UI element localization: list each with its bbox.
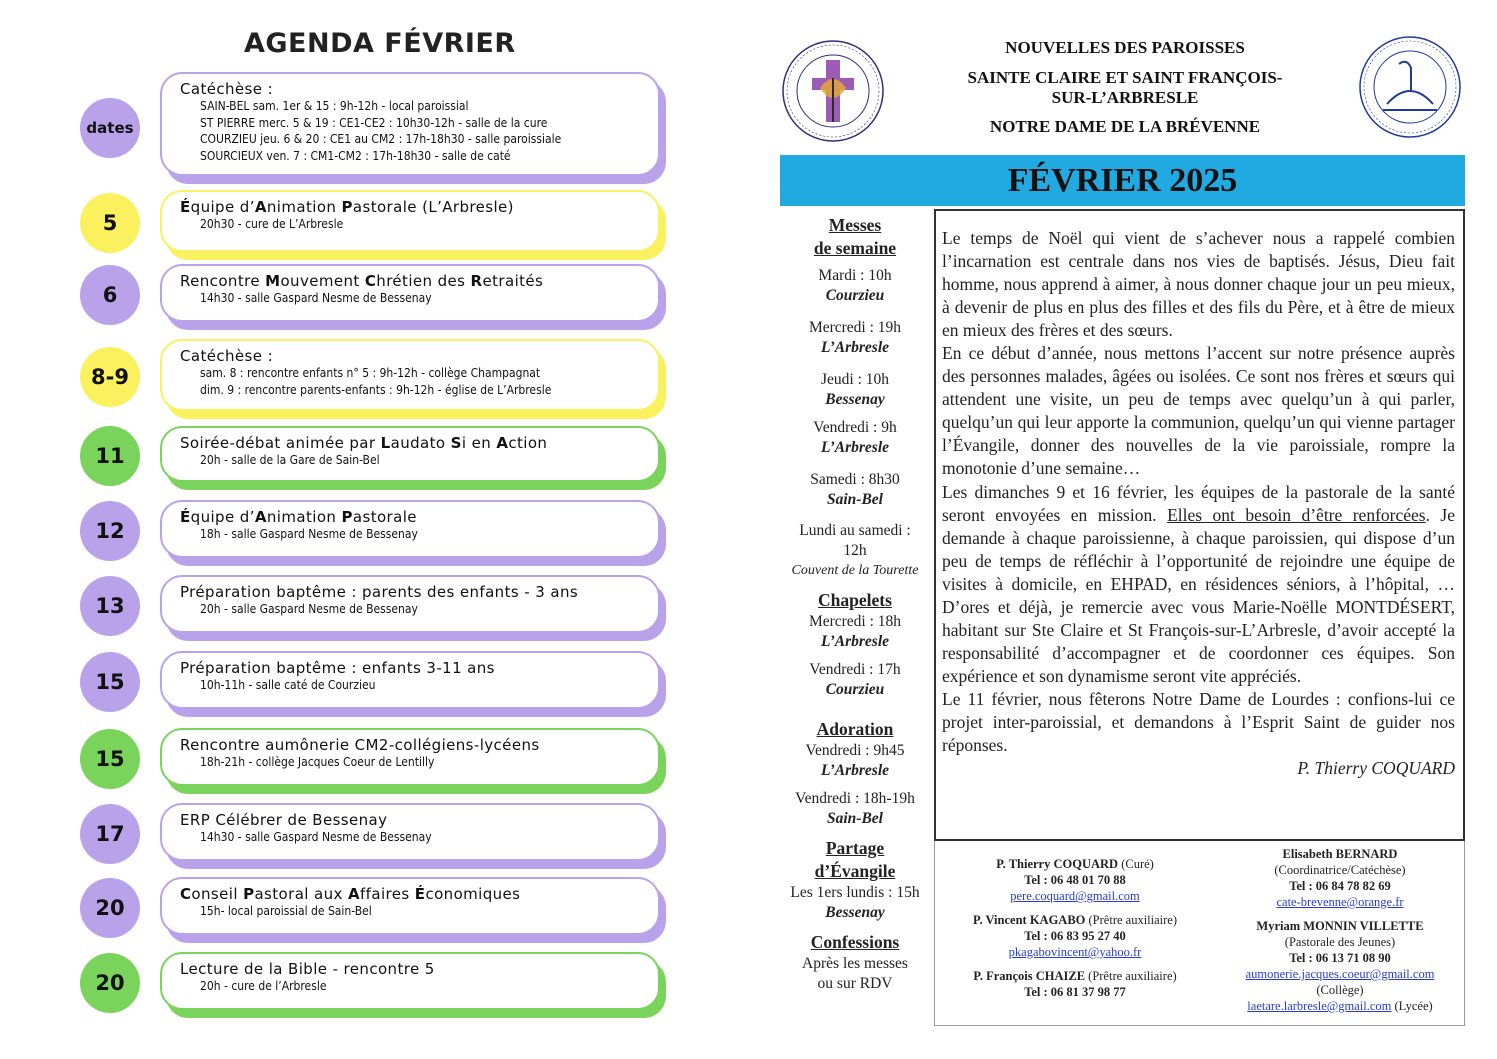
header-line-2: SAINTE CLAIRE ET SAINT FRANÇOIS- — [967, 68, 1283, 87]
agenda-row — [80, 877, 680, 945]
editorial-underlined-text: Elles ont besoin d’être renforcées — [1167, 504, 1426, 525]
editorial-signature: P. Thierry COQUARD — [1297, 758, 1455, 779]
contact-email-link[interactable]: laetare.larbresle@gmail.com — [1247, 999, 1392, 1013]
mass-place: L’Arbresle — [820, 439, 890, 456]
agenda-card — [160, 426, 660, 482]
date-badge: 20 — [80, 953, 140, 1013]
agenda-card — [160, 575, 660, 633]
event-title: Rencontre Mouvement Chrétien des Retraités — [180, 272, 544, 290]
event-detail: dim. 9 : rencontre parents-enfants : 9h-12h - église de L’Arbresle — [200, 382, 552, 397]
month-banner — [780, 155, 1465, 206]
mass-place: Courzieu — [825, 287, 885, 304]
contact-coquard — [955, 856, 1195, 904]
mass-time: Lundi au samedi : — [799, 522, 911, 539]
parish-logo-sainte-claire-icon — [780, 38, 886, 144]
agenda-row — [80, 426, 680, 492]
event-detail: SOURCIEUX ven. 7 : CM1-CM2 : 17h-18h30 - salle de caté — [200, 148, 511, 163]
contact-phone: Tel : 06 83 95 27 40 — [1024, 929, 1126, 943]
event-title: Équipe d’Animation Pastorale (L’Arbresle) — [180, 198, 514, 216]
agenda-title: AGENDA FÉVRIER — [244, 28, 516, 59]
agenda-card — [160, 500, 660, 558]
agenda-card — [160, 952, 660, 1010]
contact-phone: Tel : 06 48 01 70 88 — [1024, 873, 1126, 887]
agenda-row — [80, 575, 680, 643]
mass-place: Couvent de la Tourette — [791, 563, 919, 578]
event-detail: 18h-21h - collège Jacques Coeur de Lentilly — [200, 755, 435, 769]
contact-email-link[interactable]: pere.coquard@gmail.com — [1010, 889, 1140, 903]
agenda-row — [80, 728, 680, 796]
event-title: Catéchèse : — [180, 80, 274, 98]
contact-monnin-villette — [1215, 918, 1465, 1014]
agenda-card — [160, 72, 660, 176]
agenda-card — [160, 339, 660, 411]
editorial-text: Les dimanches 9 et 16 février, les équipes de la pastorale de la santé seront envoyées en mission. — [942, 481, 1455, 525]
contact-chaize — [935, 968, 1215, 1000]
event-detail: sam. 8 : rencontre enfants n° 5 : 9h-12h - collège Champagnat — [200, 366, 541, 380]
agenda-row — [80, 500, 680, 568]
event-detail: 10h-11h - salle caté de Courzieu — [200, 678, 376, 692]
agenda-card — [160, 803, 660, 861]
contact-name: P. Thierry COQUARD — [996, 857, 1119, 871]
event-detail: 14h30 - salle Gaspard Nesme de Bessenay — [200, 291, 432, 305]
adoration-place: Sain-Bel — [827, 810, 883, 827]
date-badge: 8-9 — [80, 347, 140, 407]
chapelet-place: Courzieu — [825, 681, 885, 698]
contact-name: Myriam MONNIN VILLETTE — [1256, 919, 1424, 933]
date-badge: 13 — [80, 576, 140, 636]
agenda-row — [80, 190, 680, 262]
event-title: Préparation baptême : enfants 3-11 ans — [180, 659, 495, 677]
date-badge: 17 — [80, 804, 140, 864]
messes-heading: Messes — [828, 215, 882, 235]
adoration-heading: Adoration — [816, 719, 894, 739]
event-detail: 20h - salle de la Gare de Sain-Bel — [200, 453, 380, 467]
event-title: Préparation baptême : parents des enfants - 3 ans — [180, 583, 579, 601]
editorial-paragraph: Le temps de Noël qui vient de s’achever nous a rappelé combien l’incarnation est centrale dans nos vies de baptisés. Jésus, Dieu fait homme, nous apprend à aimer, à nous donner chaque jour un peu mieux, à devenir de plus en plus des filles et des fils du Père, et à être de mieux en mieux des frères et des sœurs. — [942, 228, 1455, 341]
agenda-card — [160, 877, 660, 935]
editorial-text: . Je demande à chaque paroissienne, à chaque paroissien, qui dispose d’un peu de temps de réfléchir à l’opportunité de rejoindre une équipe de visites à domicile, en EHPAD, en résidences séniors, à l’hôpital, … D’ores et déjà, je remercie avec vous Marie-Noëlle MONTDÉSERT, habitant sur Ste Claire et St François-sur-L’Arbresle, d’avoir accepté la responsabilité d’accompagner et de coordonner ces équipes. Son expérience et son dynamisme seront vite appréciés. — [942, 504, 1456, 686]
event-detail: COURZIEU jeu. 6 & 20 : CE1 au CM2 : 17h-18h30 - salle paroissiale — [200, 132, 562, 146]
contact-name: P. François CHAIZE — [973, 969, 1086, 983]
mass-place: L’Arbresle — [820, 339, 890, 356]
mass-time: 12h — [843, 542, 867, 559]
adoration-time: Vendredi : 9h45 — [805, 742, 905, 759]
adoration-place: L’Arbresle — [820, 762, 890, 779]
mass-time: Jeudi : 10h — [820, 371, 890, 388]
contact-name: P. Vincent KAGABO — [972, 913, 1086, 927]
date-badge: 20 — [80, 878, 140, 938]
contact-email-note: (Lycée) — [1394, 999, 1433, 1013]
event-title: Catéchèse : — [180, 347, 274, 365]
event-detail: 20h - salle Gaspard Nesme de Bessenay — [200, 602, 418, 616]
editorial-paragraph — [942, 481, 1455, 688]
contact-email-link[interactable]: aumonerie.jacques.coeur@gmail.com — [1245, 967, 1435, 981]
header-line-1: NOUVELLES DES PAROISSES — [1005, 38, 1245, 57]
agenda-card — [160, 190, 660, 252]
mass-place: Sain-Bel — [827, 491, 883, 508]
agenda-card — [160, 728, 660, 786]
contacts-box — [934, 841, 1465, 1026]
event-title: Rencontre aumônerie CM2-collégiens-lycéens — [180, 736, 540, 754]
contact-role: (Coordinatrice/Catéchèse) — [1274, 863, 1406, 877]
editorial-paragraph: En ce début d’année, nous mettons l’accent sur notre présence auprès des personnes malades, âgées ou isolées. Ce sont nos frères et sœurs qui attendent une visite, un peu de temps avec quelqu’un à qui parler, quelqu’un qui leur apporte la communion, quelqu’un qui vienne partager l’Évangile, donner des nouvelles de la vie paroissiale, rompre la monotonie d’une semaine… — [942, 343, 1455, 479]
date-badge: 5 — [80, 193, 140, 253]
contact-email-link[interactable]: pkagabovincent@yahoo.fr — [1008, 945, 1142, 959]
event-detail: 14h30 - salle Gaspard Nesme de Bessenay — [200, 830, 432, 844]
messes-heading-2: de semaine — [813, 238, 897, 258]
agenda-row — [80, 339, 680, 421]
mass-time: Samedi : 8h30 — [810, 471, 900, 488]
event-title: Lecture de la Bible - rencontre 5 — [180, 960, 435, 978]
date-badge: 11 — [80, 426, 140, 486]
partage-heading: Partage — [825, 838, 885, 858]
mass-time: Mardi : 10h — [818, 267, 892, 284]
date-badge: 12 — [80, 501, 140, 561]
contact-role: (Prêtre auxiliaire) — [1088, 913, 1178, 927]
chapelet-place: L’Arbresle — [820, 633, 890, 650]
date-badge: 15 — [80, 652, 140, 712]
contact-phone: Tel : 06 81 37 98 77 — [1024, 985, 1126, 999]
contact-phone: Tel : 06 84 78 82 69 — [1289, 879, 1391, 893]
event-title: Équipe d’Animation Pastorale — [180, 508, 417, 526]
contact-role: (Prêtre auxiliaire) — [1088, 969, 1177, 983]
agenda-row — [80, 803, 680, 871]
confessions-info-2: ou sur RDV — [817, 975, 893, 992]
contact-email-note: (Collège) — [1316, 983, 1364, 997]
mass-place: Bessenay — [825, 391, 885, 408]
chapelets-heading: Chapelets — [818, 590, 892, 610]
contact-phone: Tel : 06 13 71 08 90 — [1289, 951, 1391, 965]
agenda-row — [80, 651, 680, 719]
chapelet-time: Mercredi : 18h — [808, 613, 902, 630]
confessions-info: Après les messes — [802, 955, 908, 972]
agenda-card — [160, 264, 660, 322]
contact-email-link[interactable]: cate-brevenne@orange.fr — [1276, 895, 1404, 909]
event-detail: 20h30 - cure de L’Arbresle — [200, 217, 344, 231]
agenda-row — [80, 264, 680, 332]
agenda-card — [160, 651, 660, 709]
partage-time: Les 1ers lundis : 15h — [790, 884, 920, 901]
date-badge: dates — [80, 98, 140, 158]
contact-name: Elisabeth BERNARD — [1282, 847, 1398, 861]
header-line-4: NOTRE DAME DE LA BRÉVENNE — [989, 117, 1261, 136]
chapelet-time: Vendredi : 17h — [809, 661, 901, 678]
editorial-paragraph: Le 11 février, nous fêterons Notre Dame de Lourdes : confions-lui ce projet inter-paroissial, et demandons à l’Esprit Saint de guider nos réponses. — [942, 688, 1455, 756]
confessions-heading: Confessions — [810, 932, 900, 952]
editorial-box — [934, 209, 1465, 841]
month-title: FÉVRIER 2025 — [1007, 161, 1238, 199]
event-title: Conseil Pastoral aux Affaires Économiques — [180, 885, 521, 903]
agenda-row — [80, 72, 680, 186]
date-badge: 6 — [80, 265, 140, 325]
contact-bernard — [1215, 846, 1465, 910]
mass-time: Vendredi : 9h — [813, 419, 897, 436]
contact-role: (Pastorale des Jeunes) — [1284, 935, 1396, 949]
schedule-column — [782, 214, 928, 994]
contact-role: (Curé) — [1121, 857, 1154, 871]
partage-place: Bessenay — [825, 904, 885, 921]
header-line-3: SUR-L’ARBRESLE — [1051, 88, 1199, 107]
partage-heading-2: d’Évangile — [814, 861, 896, 881]
event-detail: 20h - cure de l’Arbresle — [200, 979, 327, 993]
adoration-time: Vendredi : 18h-19h — [795, 790, 915, 807]
mass-time: Mercredi : 19h — [808, 319, 902, 336]
parish-logo-notre-dame-icon — [1357, 34, 1463, 140]
event-detail: SAIN-BEL sam. 1er & 15 : 9h-12h - local paroissial — [200, 99, 469, 113]
event-detail: ST PIERRE merc. 5 & 19 : CE1-CE2 : 10h30-12h - salle de la cure — [200, 115, 548, 130]
event-title: ERP Célébrer de Bessenay — [180, 811, 388, 829]
event-detail: 15h- local paroissial de Sain-Bel — [200, 904, 372, 918]
event-detail: 18h - salle Gaspard Nesme de Bessenay — [200, 527, 418, 541]
event-title: Soirée-débat animée par Laudato Si en Action — [180, 434, 548, 452]
agenda-row — [80, 952, 680, 1020]
contact-kagabo — [935, 912, 1215, 960]
date-badge: 15 — [80, 729, 140, 789]
